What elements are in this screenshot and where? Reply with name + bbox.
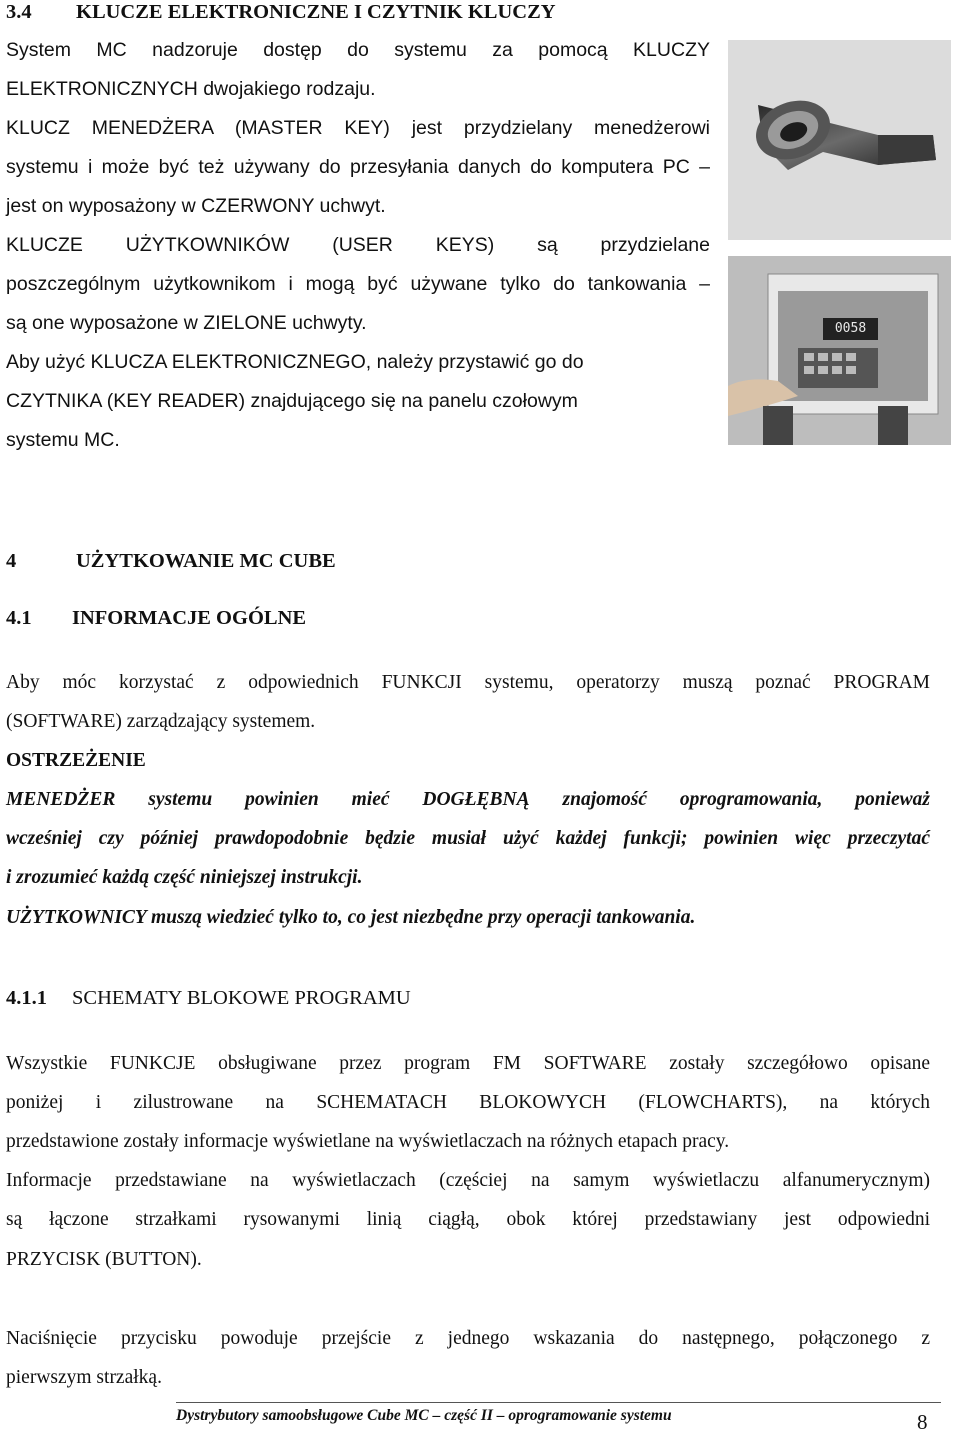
paragraph-line: PRZYCISK (BUTTON). bbox=[6, 1249, 202, 1270]
paragraph-line: KLUCZ MENEDŻERA (MASTER KEY) jest przydzielany menedżerowi bbox=[6, 117, 710, 139]
paragraph-line: CZYTNIKA (KEY READER) znajdującego się na panelu czołowym bbox=[6, 390, 578, 412]
paragraph-line: (SOFTWARE) zarządzający systemem. bbox=[6, 711, 316, 732]
paragraph-line: pierwszym strzałką. bbox=[6, 1367, 162, 1388]
page-number: 8 bbox=[917, 1410, 928, 1434]
paragraph-line: Informacje przedstawiane na wyświetlaczach (częściej na samym wyświetlaczu alfanumerycznym) bbox=[6, 1170, 930, 1191]
footer-rule bbox=[176, 1402, 941, 1403]
warning-line: MENEDŻER systemu powinien mieć DOGŁĘBNĄ znajomość oprogramowania, ponieważ bbox=[6, 789, 930, 810]
section-4-heading bbox=[6, 549, 336, 573]
key-reader-image bbox=[728, 256, 951, 445]
section-title: INFORMACJE OGÓLNE bbox=[72, 607, 307, 629]
paragraph-line: jest on wyposażony w CZERWONY uchwyt. bbox=[6, 195, 386, 217]
section-4-1-heading bbox=[6, 606, 307, 630]
section-title: UŻYTKOWANIE MC CUBE bbox=[76, 550, 336, 572]
section-4-1-1-heading bbox=[6, 986, 411, 1010]
section-title: KLUCZE ELEKTRONICZNE I CZYTNIK KLUCZY bbox=[76, 1, 556, 23]
paragraph-line: są one wyposażone w ZIELONE uchwyty. bbox=[6, 312, 367, 334]
footer-text: Dystrybutory samoobsługowe Cube MC – część II – oprogramowanie systemu bbox=[176, 1407, 672, 1424]
key-reader-photo bbox=[728, 256, 951, 445]
section-number: 3.4 bbox=[6, 1, 32, 23]
paragraph-line: Aby użyć KLUCZA ELEKTRONICZNEGO, należy przystawić go do bbox=[6, 351, 584, 373]
warning-line: i zrozumieć każdą część niniejszej instrukcji. bbox=[6, 867, 363, 888]
section-number: 4 bbox=[6, 550, 17, 572]
section-3-4-heading bbox=[6, 0, 556, 24]
warning-line: wcześniej czy później prawdopodobnie będzie musiał użyć każdej funkcji; powinien więc przeczytać bbox=[6, 828, 930, 849]
paragraph-line: poszczególnym użytkownikom i mogą być używane tylko do tankowania – bbox=[6, 273, 710, 295]
paragraph-line: System MC nadzoruje dostęp do systemu za pomocą KLUCZY bbox=[6, 39, 710, 61]
paragraph-line: ELEKTRONICZNYCH dwojakiego rodzaju. bbox=[6, 78, 376, 100]
warning-title: OSTRZEŻENIE bbox=[6, 750, 146, 771]
paragraph-line: są łączone strzałkami rysowanymi linią ciągłą, obok której przedstawiany jest odpowiedni bbox=[6, 1209, 930, 1230]
section-title: SCHEMATY BLOKOWE PROGRAMU bbox=[72, 987, 411, 1009]
paragraph-line: Naciśnięcie przycisku powoduje przejście z jednego wskazania do następnego, połączonego z bbox=[6, 1328, 930, 1349]
reader-display: 0058 bbox=[834, 321, 867, 336]
key-image bbox=[728, 40, 951, 240]
paragraph-line: Aby móc korzystać z odpowiednich FUNKCJI systemu, operatorzy muszą poznać PROGRAM bbox=[6, 672, 930, 693]
paragraph-line: systemu i może być też używany do przesyłania danych do komputera PC – bbox=[6, 156, 710, 178]
paragraph-line: przedstawione zostały informacje wyświetlane na wyświetlaczach na różnych etapach pracy. bbox=[6, 1131, 730, 1152]
section-number: 4.1 bbox=[6, 607, 32, 629]
paragraph-line: systemu MC. bbox=[6, 429, 120, 451]
section-number: 4.1.1 bbox=[6, 987, 47, 1009]
key-photo bbox=[728, 40, 951, 240]
warning-line: UŻYTKOWNICY muszą wiedzieć tylko to, co jest niezbędne przy operacji tankowania. bbox=[6, 907, 696, 928]
paragraph-line: poniżej i zilustrowane na SCHEMATACH BLOKOWYCH (FLOWCHARTS), na których bbox=[6, 1092, 930, 1113]
paragraph-line: KLUCZE UŻYTKOWNIKÓW (USER KEYS) są przydzielane bbox=[6, 234, 710, 256]
paragraph-line: Wszystkie FUNKCJE obsługiwane przez program FM SOFTWARE zostały szczegółowo opisane bbox=[6, 1053, 930, 1074]
